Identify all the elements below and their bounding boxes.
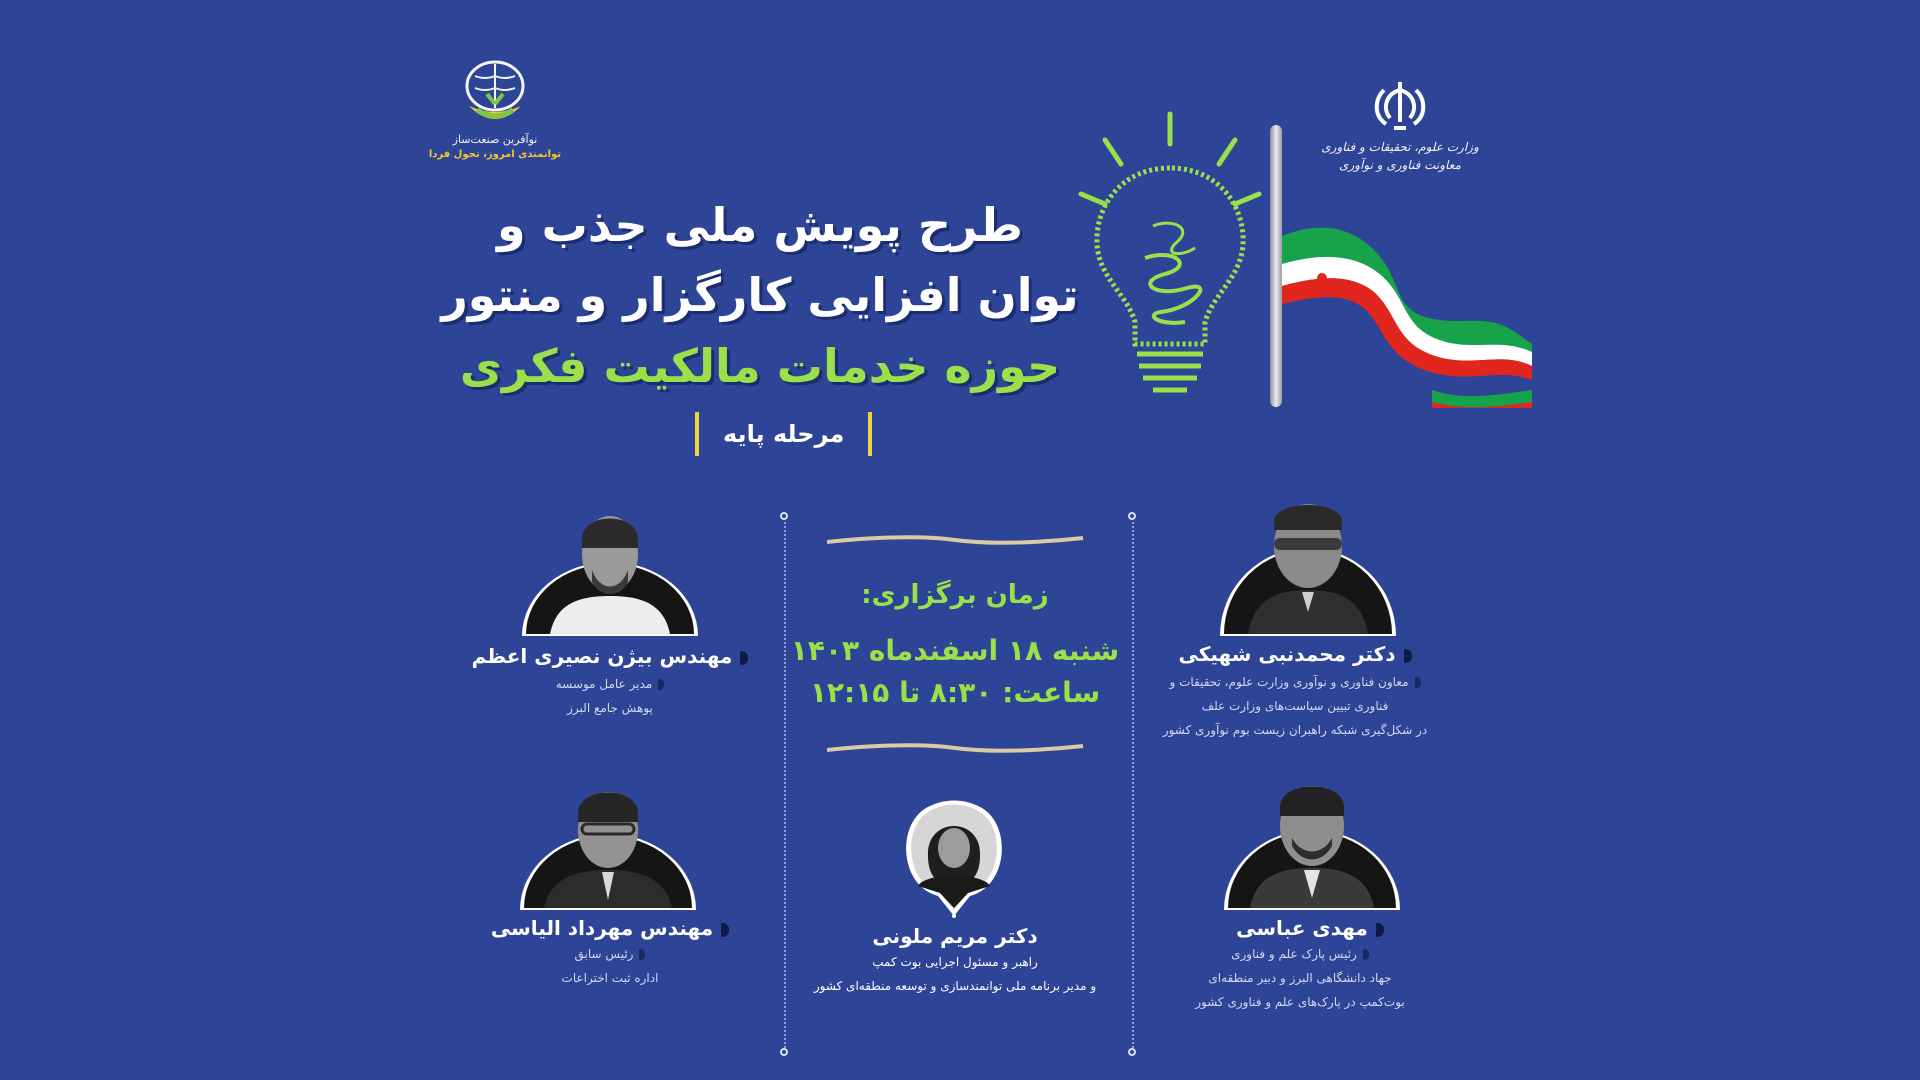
bullet-mark (1363, 949, 1369, 960)
avatar (1218, 494, 1398, 636)
speaker-photo-abbasi (1222, 776, 1402, 910)
frame-dot (780, 1048, 788, 1056)
bullet-mark (1376, 923, 1384, 937)
avatar (896, 796, 1012, 918)
iran-emblem-icon (1370, 78, 1430, 138)
title-line-3: حوزه خدمات مالکیت فکری (459, 339, 1061, 393)
lightbulb-icon (1075, 108, 1265, 408)
organizer-logo (420, 58, 570, 162)
event-time: ساعت: ۸:۳۰ تا ۱۲:۱۵ (809, 676, 1101, 709)
avatar (518, 784, 698, 910)
divider-bottom (825, 742, 1085, 756)
event-time-label: زمان برگزاری: (861, 580, 1049, 610)
speaker-photo-malouni (896, 796, 1012, 918)
frame-dot (780, 512, 788, 520)
bullet-mark (1415, 677, 1421, 688)
speaker-photo-nasiri (520, 508, 700, 636)
event-date: شنبه ۱۸ اسفندماه ۱۴۰۳ (790, 634, 1120, 667)
ministry-logo (1320, 78, 1480, 174)
brain-lotus-icon (455, 58, 535, 130)
speaker-role-nasiri: مدیر عامل موسسه پوهش جامع البرز (500, 672, 720, 720)
frame-line-right (1132, 522, 1134, 1052)
speaker-photo-elyasi (518, 784, 698, 910)
bullet-mark (1404, 649, 1412, 663)
iran-flag-ribbon-icon (1282, 220, 1532, 410)
ministry-deputy: معاونت فناوری و نوآوری (1339, 158, 1461, 172)
divider-top (825, 534, 1085, 548)
poster-title (440, 190, 1080, 402)
bullet-mark (740, 651, 748, 665)
bullet-mark (721, 923, 729, 937)
speaker-role-malouni: راهبر و مسئول اجرایی بوت کمپ و مدیر برنامه ملی توانمندسازی و توسعه منطقه‌ای کشور (813, 955, 1097, 993)
speaker-photo-shahiki (1218, 494, 1398, 636)
speaker-role-elyasi: رئیس سابق اداره ثبت اختراعات (561, 947, 659, 985)
frame-dot (1128, 512, 1136, 520)
flag-pole (1270, 125, 1282, 407)
avatar (1222, 776, 1402, 910)
title-line-1: طرح پویش ملی جذب و (497, 198, 1023, 252)
speaker-role-shahiki: معاون فناوری و نوآوری وزارت علوم، تحقیقات و فناوری تبیین سیاست‌های وزارت علف در شکل‌گیری شبکه راهبران زیست بوم نوآوری کشور (1162, 675, 1428, 737)
speaker-name-shahiki: دکتر محمدنبی شهیکی (1160, 642, 1430, 666)
frame-dot (1128, 1048, 1136, 1056)
speaker-name-nasiri: مهندس بیژن نصیری اعظم (470, 644, 750, 668)
speaker-name-abbasi: مهدی عباسی (1190, 916, 1430, 940)
avatar (520, 508, 700, 636)
bullet-mark (639, 949, 645, 960)
title-line-2: توان افزایی کارگزار و منتور (441, 268, 1079, 322)
ministry-name: وزارت علوم، تحقیقات و فناوری (1321, 140, 1479, 154)
speaker-name-elyasi: مهندس مهرداد الیاسی (480, 916, 740, 940)
organizer-name: نوآفرین صنعت‌ساز (452, 133, 538, 146)
stage-tag: مرحله پایه (695, 412, 872, 456)
speaker-name-malouni: دکتر مریم ملونی (872, 924, 1038, 948)
speaker-role-abbasi: رئیس پارک علم و فناوری جهاد دانشگاهی البرز و دبیر منطقه‌ای بوت‌کمپ در پارک‌های علم و فناوری کشور (1195, 947, 1405, 1009)
bullet-mark (658, 679, 664, 690)
organizer-slogan: توانمندی امروز، تحول فردا (428, 149, 562, 160)
